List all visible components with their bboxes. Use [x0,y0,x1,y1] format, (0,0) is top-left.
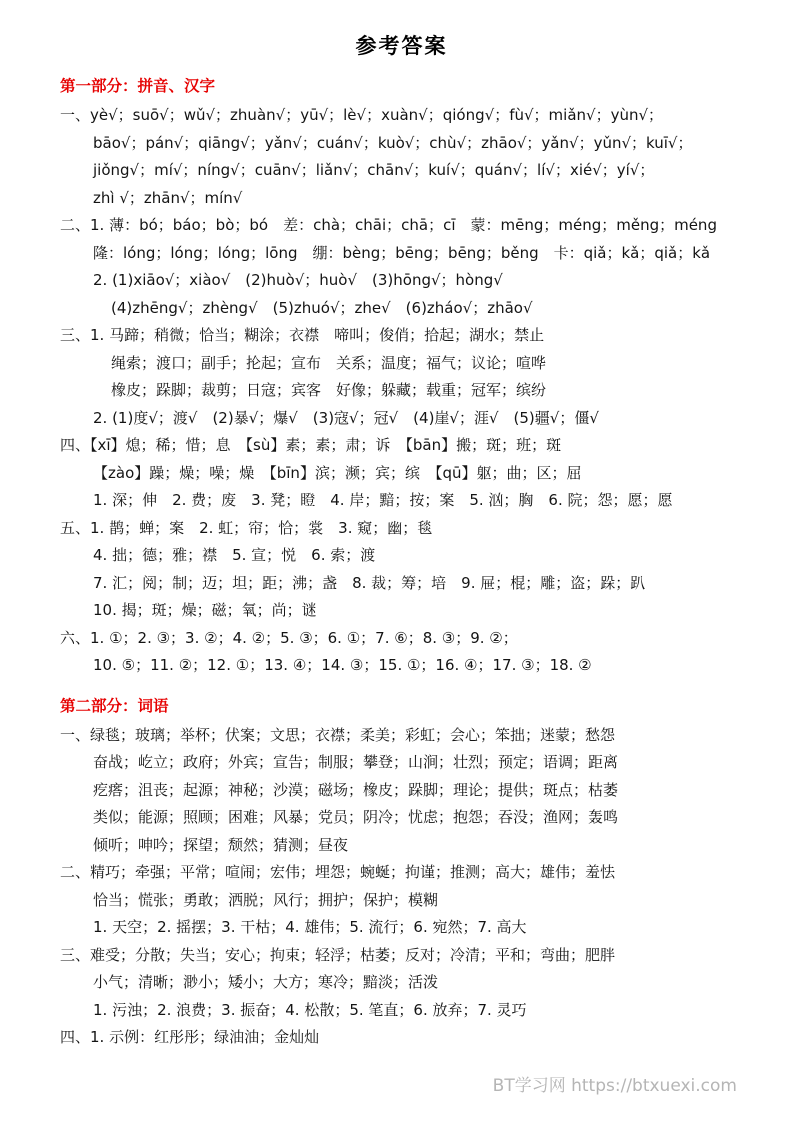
answer-line: 2. (1)xiāo√；xiào√ (2)huò√；huò√ (3)hōng√；hòng√ [93,271,503,289]
answer-line: 4. 拙；德；雅；襟 5. 宣；悦 6. 索；渡 [93,546,376,564]
answer-line: 六、1. ①；2. ③；3. ②；4. ②；5. ③；6. ①；7. ⑥；8. ③；9. ②； [60,628,518,647]
answer-line: 2. (1)度√；渡√ (2)暴√；爆√ (3)寇√；冠√ (4)崖√；涯√ (5)疆√；僵√ [93,408,599,427]
answer-line: 奋战；屹立；政府；外宾；宣告；制服；攀登；山涧；壮烈；预定；语调；距离 [93,753,619,771]
section-heading: 第一部分：拼音、汉字 [60,77,216,95]
answer-line: 倾听；呻吟；探望；颓然；猜测；昼夜 [93,835,349,854]
answer-line: 1. 深；伸 2. 费；废 3. 凳；瞪 4. 岸；黯；按；案 5. 汹；胸 6. 院；怨；愿；愿 [93,491,673,509]
answer-line: 橡皮；跺脚；裁剪；日寇；宾客 好像；躲藏；载重；冠军；缤纷 [111,381,547,399]
answer-line: 7. 汇；阅；制；迈；坦；距；沸；盏 8. 裁；筹；培 9. 屉；棍；雕；盗；跺；趴 [93,573,646,592]
answer-line: 恰当；慌张；勇敢；洒脱；风行；拥护；保护；模糊 [93,890,439,909]
answer-line: 类似；能源；照顾；困难；风暴；党员；阴冷；忧虑；抱怨；吞没；渔网；轰鸣 [93,808,619,826]
answer-line: 10. ⑤；11. ②；12. ①；13. ④；14. ③；15. ①；16. ④；17. ③；18. ② [93,656,592,674]
answer-line: 10. 揭；斑；燥；磁；氧；尚；谜 [93,601,317,619]
answer-line: 四、1. 示例：红彤彤；绿油油；金灿灿 [60,1028,320,1046]
section-heading: 第二部分：词语 [60,696,169,715]
answer-line: 二、1. 薄：bó；báo；bò；bó 差：chà；chāi；chā；cī 蒙：mēng；méng；měng；méng [60,216,717,234]
answer-line: 一、yè√；suō√；wǔ√；zhuàn√；yū√；lè√；xuàn√；qióng√；fù√；miǎn√；yùn√； [60,106,664,124]
answer-line: 四、【xī】熄；稀；惜；息 【sù】素；素；肃；诉 【bān】搬；斑；班；斑 [60,436,562,454]
answer-line: 五、1. 鹊；蝉；案 2. 虹；帘；恰；裳 3. 窥；幽；毯 [60,518,433,537]
answer-line: 隆：lóng；lóng；lóng；lōng 绷：bèng；bēng；bēng；běng 卡：qiǎ；kǎ；qiǎ；kǎ [93,243,711,262]
page-title: 参考答案 [355,34,448,58]
answer-line: 小气；清晰；渺小；矮小；大方；寒冷；黯淡；活泼 [93,973,439,991]
answer-line: zhì √；zhān√；mín√ [93,188,243,207]
answer-line: 【zào】躁；燥；噪；燥 【bīn】滨；濒；宾；缤 【qū】躯；曲；区；屈 [93,463,582,482]
answer-line: 1. 污浊；2. 浪费；3. 振奋；4. 松散；5. 笔直；6. 放弃；7. 灵巧 [93,1000,527,1019]
answer-line: 三、难受；分散；失当；安心；拘束；轻浮；枯萎；反对；冷清；平和；弯曲；肥胖 [60,945,616,964]
answer-line: (4)zhēng√；zhèng√ (5)zhuó√；zhe√ (6)zháo√；zhāo√ [111,298,533,317]
answer-line: 疙瘩；沮丧；起源；神秘；沙漠；磁场；橡皮；跺脚；理论；提供；斑点；枯萎 [93,780,619,799]
answer-line: jiǒng√；mí√；níng√；cuān√；liǎn√；chān√；kuí√；quán√；lí√；xié√；yí√； [93,161,655,179]
answer-line: 三、1. 马蹄；稍微；恰当；糊涂；衣襟 啼叫；俊俏；拾起；湖水；禁止 [60,326,545,344]
answer-line: 二、精巧；牵强；平常；喧闹；宏伟；埋怨；蜿蜒；拘谨；推测；高大；雄伟；羞怯 [60,863,616,881]
answer-line: 1. 天空；2. 摇摆；3. 干枯；4. 雄伟；5. 流行；6. 宛然；7. 高大 [93,918,527,936]
answer-content [60,74,743,1052]
watermark: BT学习网 https://btxuexi.com [492,1076,737,1096]
answer-line: 一、绿毯；玻璃；举杯；伏案；文思；衣襟；柔美；彩虹；会心；笨拙；迷蒙；愁怨 [60,725,616,744]
answer-line: 绳索；渡口；副手；抡起；宣布 关系；温度；福气；议论；喧哗 [111,353,547,372]
answer-line: bāo√；pán√；qiāng√；yǎn√；cuán√；kuò√；chù√；zhāo√；yǎn√；yǔn√；kuī√； [93,133,693,152]
